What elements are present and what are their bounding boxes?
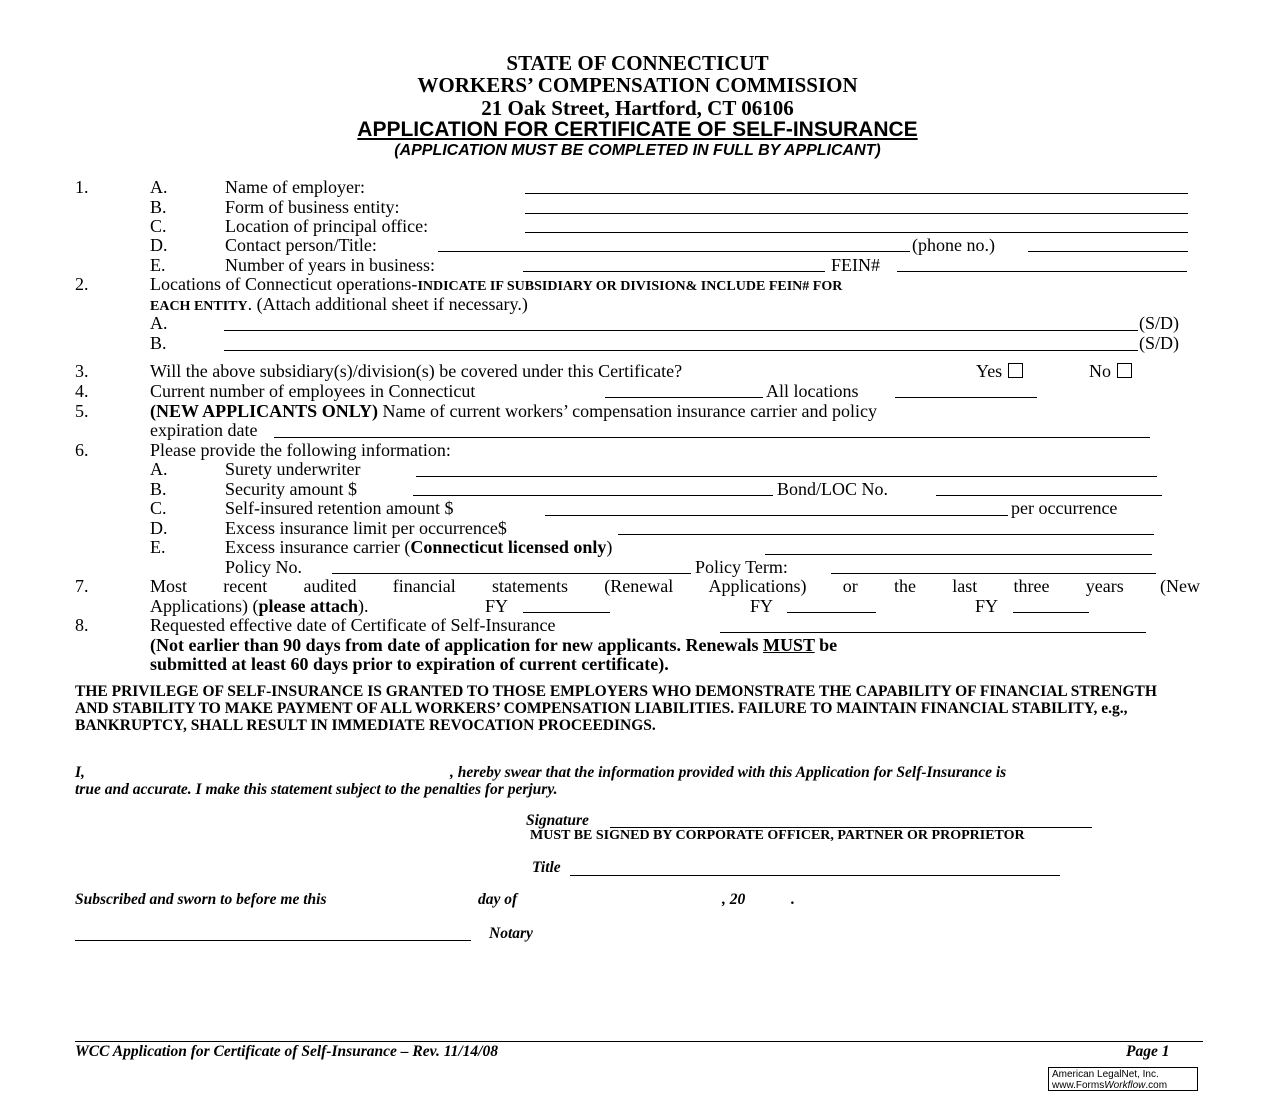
- phone-field[interactable]: [1028, 251, 1188, 252]
- footer-page: Page 1: [1126, 1043, 1170, 1060]
- notary-label: Notary: [489, 925, 533, 942]
- fy2-field[interactable]: [787, 612, 876, 613]
- footer-divider: [75, 1041, 1203, 1042]
- contact-person-field[interactable]: [438, 251, 910, 252]
- bond-loc-label: Bond/LOC No.: [777, 479, 889, 499]
- q1d-label: Contact person/Title:: [225, 235, 377, 255]
- fy2-label: FY: [750, 596, 774, 616]
- header-commission: WORKERS’ COMPENSATION COMMISSION: [417, 73, 858, 97]
- bond-loc-field[interactable]: [936, 495, 1162, 496]
- business-entity-field[interactable]: [525, 213, 1188, 214]
- sworn-text: Subscribed and sworn to before me this: [75, 891, 327, 908]
- effective-date-field[interactable]: [720, 632, 1146, 633]
- q3-number: 3.: [75, 361, 89, 381]
- fein-label: FEIN#: [831, 255, 880, 275]
- sworn-year: , 20: [722, 891, 746, 908]
- surety-underwriter-field[interactable]: [416, 476, 1157, 477]
- q1a-label: Name of employer:: [225, 177, 365, 197]
- q8-text: Requested effective date of Certificate of Self-Insurance: [150, 615, 556, 635]
- q2b-letter: B.: [150, 333, 167, 353]
- q2b-sd: (S/D): [1139, 333, 1179, 353]
- policy-no-field[interactable]: [332, 573, 691, 574]
- q2-text-line1: Locations of Connecticut operations-INDICATE IF SUBSIDIARY OR DIVISION& INCLUDE FEIN# FOR: [150, 274, 843, 294]
- sworn-period: .: [791, 891, 795, 908]
- fy3-field[interactable]: [1013, 612, 1089, 613]
- q6e-label: Excess insurance carrier (Connecticut licensed only): [225, 537, 613, 557]
- q1e-label: Number of years in business:: [225, 255, 435, 275]
- q4-text: Current number of employees in Connecticut: [150, 381, 476, 401]
- privilege-warning: THE PRIVILEGE OF SELF-INSURANCE IS GRANTED TO THOSE EMPLOYERS WHO DEMONSTRATE THE CAPABILITY OF FINANCIAL STRENGTH AND STABILITY TO MAKE PAYMENT OF ALL WORKERS’ COMPENSATION LIABILITIES. FAILURE TO MAINTAIN FINANCIAL STABILITY, e.g., BANKRUPTCY, SHALL RESULT IN IMMEDIATE REVOCATION PROCEEDINGS.: [75, 683, 1157, 734]
- q7-text-line2: Applications) (please attach).: [150, 596, 369, 616]
- page-title: APPLICATION FOR CERTIFICATE OF SELF-INSURANCE: [357, 118, 918, 141]
- q1-number: 1.: [75, 177, 89, 197]
- q5-text: (NEW APPLICANTS ONLY) Name of current workers’ compensation insurance carrier and policy: [150, 401, 878, 421]
- stamp-line2: www.FormsWorkflow.com: [1052, 1080, 1168, 1091]
- oath-line1: , hereby swear that the information provided with this Application for Self-Insurance is: [450, 764, 1007, 781]
- employer-name-field[interactable]: [525, 193, 1188, 194]
- q6d-letter: D.: [150, 518, 168, 538]
- fy3-label: FY: [975, 596, 999, 616]
- q4-all-locations: All locations: [766, 381, 859, 401]
- per-occurrence-label: per occurrence: [1011, 498, 1118, 518]
- oath-line2: true and accurate. I make this statement subject to the penalties for perjury.: [75, 781, 558, 798]
- q6b-label: Security amount $: [225, 479, 357, 499]
- q7-text: Most recent audited financial statements (Renewal Applications) or the last three years (New: [150, 576, 1200, 596]
- policy-no-label: Policy No.: [225, 557, 303, 577]
- carrier-policy-field[interactable]: [274, 437, 1150, 438]
- q2a-letter: A.: [150, 313, 168, 333]
- q5-number: 5.: [75, 401, 89, 421]
- q1c-label: Location of principal office:: [225, 216, 429, 236]
- policy-term-label: Policy Term:: [695, 557, 788, 577]
- q3-no[interactable]: No: [1089, 361, 1132, 381]
- oath-i: I,: [75, 764, 85, 781]
- q8-note-line2: submitted at least 60 days prior to expiration of current certificate).: [150, 654, 669, 674]
- signature-label: Signature: [526, 812, 589, 829]
- q1c-letter: C.: [150, 216, 167, 236]
- policy-term-field[interactable]: [831, 573, 1156, 574]
- q4-number: 4.: [75, 381, 89, 401]
- q6e-letter: E.: [150, 537, 166, 557]
- q1a-letter: A.: [150, 177, 168, 197]
- stamp-line1: American LegalNet, Inc.: [1052, 1069, 1159, 1080]
- header-address: 21 Oak Street, Hartford, CT 06106: [481, 96, 794, 120]
- fy1-field[interactable]: [523, 612, 610, 613]
- excess-carrier-field[interactable]: [765, 554, 1152, 555]
- header-state: STATE OF CONNECTICUT: [506, 51, 769, 75]
- q6a-label: Surety underwriter: [225, 459, 361, 479]
- q6c-label: Self-insured retention amount $: [225, 498, 454, 518]
- no-checkbox[interactable]: [1117, 363, 1132, 378]
- q3-yes[interactable]: Yes: [976, 361, 1023, 381]
- q5-expiration-label: expiration date: [150, 420, 258, 440]
- q1b-label: Form of business entity:: [225, 197, 400, 217]
- q6-intro: Please provide the following information:: [150, 440, 451, 460]
- q7-number: 7.: [75, 576, 89, 596]
- q6-number: 6.: [75, 440, 89, 460]
- title-label: Title: [532, 859, 561, 876]
- ct-employees-field[interactable]: [605, 397, 763, 398]
- page-subtitle: (APPLICATION MUST BE COMPLETED IN FULL BY APPLICANT): [394, 142, 881, 159]
- fein-field[interactable]: [897, 271, 1187, 272]
- legalnet-stamp: [1048, 1067, 1198, 1091]
- q1b-letter: B.: [150, 197, 167, 217]
- q8-note-line1: (Not earlier than 90 days from date of application for new applicants. Renewals MUST be: [150, 635, 838, 655]
- phone-label: (phone no.): [912, 235, 995, 255]
- q2-number: 2.: [75, 274, 89, 294]
- retention-amount-field[interactable]: [545, 515, 1008, 516]
- principal-office-field[interactable]: [525, 232, 1188, 233]
- location-b-field[interactable]: [224, 350, 1138, 351]
- q2-text-line2: EACH ENTITY. (Attach additional sheet if necessary.): [150, 294, 528, 314]
- q3-text: Will the above subsidiary(s)/division(s) be covered under this Certificate?: [150, 361, 683, 381]
- q1d-letter: D.: [150, 235, 168, 255]
- notary-signature-field[interactable]: [75, 940, 471, 941]
- security-amount-field[interactable]: [413, 495, 773, 496]
- q6b-letter: B.: [150, 479, 167, 499]
- location-a-field[interactable]: [224, 330, 1138, 331]
- fy1-label: FY: [485, 596, 509, 616]
- years-in-business-field[interactable]: [523, 271, 825, 272]
- signature-note: MUST BE SIGNED BY CORPORATE OFFICER, PARTNER OR PROPRIETOR: [530, 828, 1025, 843]
- q6c-letter: C.: [150, 498, 167, 518]
- q6d-label: Excess insurance limit per occurrence$: [225, 518, 507, 538]
- q2a-sd: (S/D): [1139, 313, 1179, 333]
- sworn-day-of: day of: [478, 891, 518, 908]
- q6a-letter: A.: [150, 459, 168, 479]
- yes-checkbox[interactable]: [1008, 363, 1023, 378]
- excess-limit-field[interactable]: [618, 534, 1154, 535]
- footer-left: WCC Application for Certificate of Self-Insurance – Rev. 11/14/08: [75, 1043, 498, 1060]
- q1e-letter: E.: [150, 255, 166, 275]
- q8-number: 8.: [75, 615, 89, 635]
- title-field[interactable]: [570, 875, 1060, 876]
- all-locations-field[interactable]: [895, 397, 1037, 398]
